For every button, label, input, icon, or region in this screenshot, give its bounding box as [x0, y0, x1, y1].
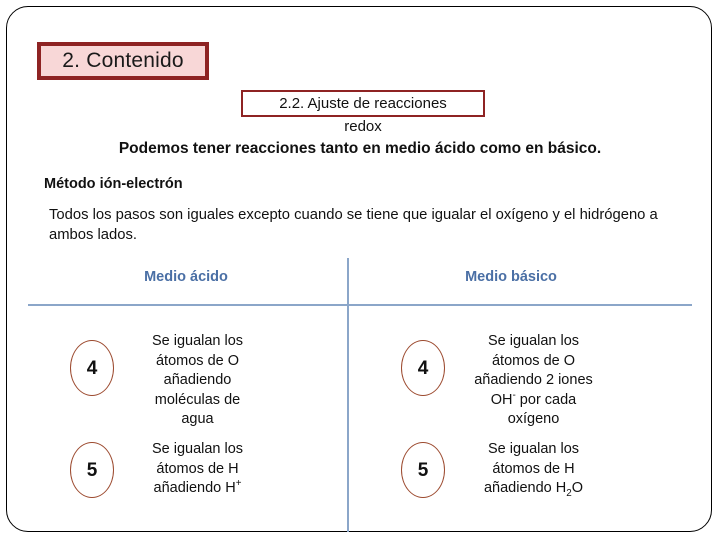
line: Se igualan los — [487, 333, 580, 349]
subsection-title-box — [241, 90, 485, 117]
line-with-formula: OH- por cada — [490, 389, 577, 408]
line: moléculas de — [154, 391, 241, 408]
section-title-box — [37, 42, 209, 80]
step-text-acid-hydrogen — [126, 440, 269, 499]
formula-tail: O — [571, 480, 583, 496]
line: Se igualan los — [151, 441, 244, 457]
subsection-title-text: 2.2. Ajuste de reacciones — [279, 95, 447, 112]
formula-superscript: - — [512, 389, 516, 401]
step-oval-acid-5 — [70, 442, 114, 498]
line-with-formula: añadiendo $H_2O$ — [483, 480, 583, 499]
formula-base: OH — [490, 391, 513, 408]
step-oval-basic-4 — [401, 340, 445, 396]
line: oxígeno — [507, 411, 560, 427]
line: átomos de H — [156, 460, 239, 477]
line-with-formula: añadiendo H+ — [153, 478, 242, 496]
step-text-basic-oxygen — [446, 332, 621, 430]
formula-subscript: 2 — [566, 487, 572, 499]
vertical-divider — [347, 258, 349, 532]
column-header-acid: Medio ácido — [144, 269, 228, 285]
formula-base: H — [225, 480, 236, 496]
line: añadiendo 2 iones — [474, 372, 593, 388]
column-header-basic: Medio básico — [465, 269, 557, 285]
method-heading: Método ión-electrón — [44, 176, 183, 192]
step-number-acid-5: 5 — [86, 459, 98, 481]
line: átomos de O — [155, 352, 239, 369]
formula-base: H — [555, 480, 567, 496]
formula-superscript: + — [235, 478, 242, 490]
step-text-basic-hydrogen — [446, 440, 621, 499]
line: átomos de O — [491, 352, 575, 369]
line: añadiendo — [163, 372, 232, 388]
step-oval-acid-4 — [70, 340, 114, 396]
line: átomos de H — [492, 460, 575, 477]
step-number-basic-4: 4 — [417, 357, 429, 379]
line: Se igualan los — [151, 333, 244, 349]
statement-text: Podemos tener reacciones tanto en medio ácido como en básico. — [118, 140, 602, 157]
step-number-basic-5: 5 — [417, 459, 429, 481]
line: agua — [181, 411, 214, 427]
step-oval-basic-5 — [401, 442, 445, 498]
intro-paragraph: Todos los pasos son iguales excepto cuando se tiene que igualar el oxígeno y el hidrógeno a ambos lados. — [49, 207, 658, 243]
line: Se igualan los — [487, 441, 580, 457]
step-text-acid-oxygen — [126, 332, 269, 430]
subsection-title-second-line: redox — [344, 118, 382, 135]
horizontal-divider — [28, 304, 692, 306]
step-number-acid-4: 4 — [86, 357, 98, 379]
section-title-text: 2. Contenido — [62, 49, 184, 72]
